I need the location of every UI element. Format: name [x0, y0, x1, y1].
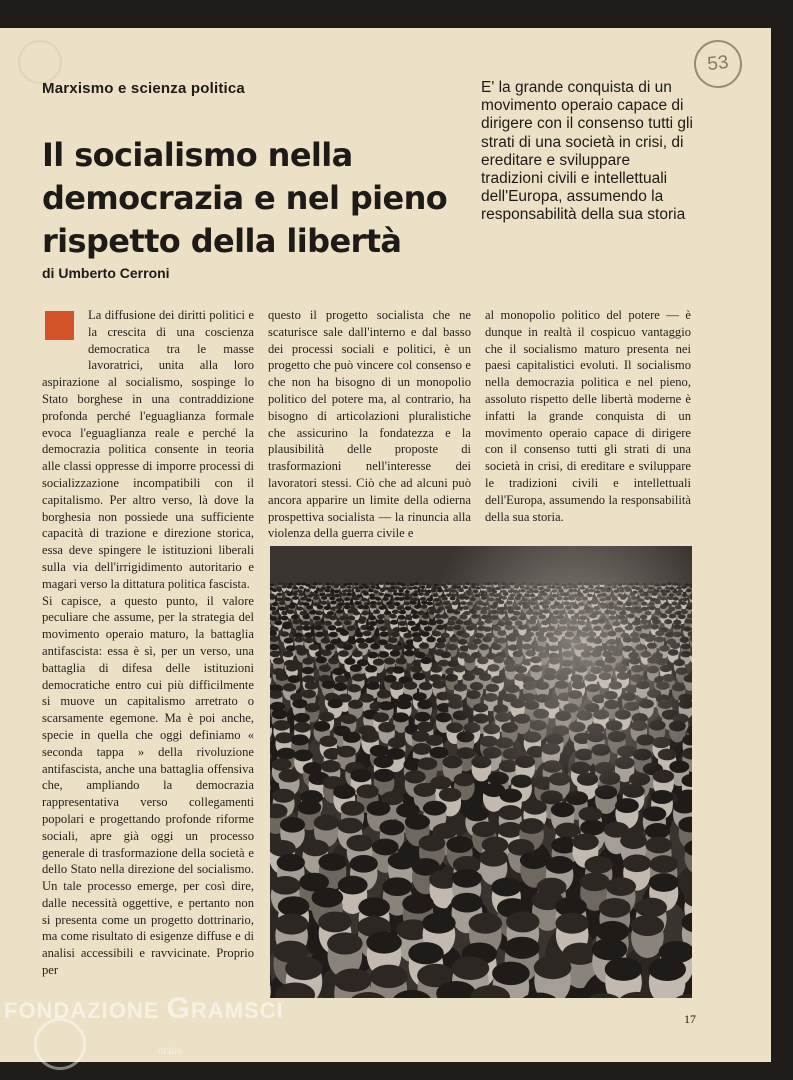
watermark-sub: onlus: [158, 1046, 182, 1057]
pull-quote: E' la grande conquista di un movimento operaio capace di dirigere con il consenso tutti gli strati di una società in crisi, di ereditare e sviluppare tradizioni civili e intellettuali dell'Europa, assumendo la responsabilità della sua storia: [481, 79, 693, 224]
paragraph: La diffusione dei diritti politici e la crescita di una coscienza democratica tra le masse lavoratrici, unita alla loro aspirazione al socialismo, sospinge lo Stato borghese in una contraddizione profonda perché l'eguaglianza formale evoca l'eguaglianza reale e perché la democrazia politica consente in teoria alle classi oppresse di imporre processi di socializzazione incompatibili con il capitalismo. Per altro verso, là dove la borghesia non possiede una sufficiente capacità di trazione e direzione storica, essa deve spingere le istituzioni liberali sulla via dell'irrigidimento autoritario e magari verso la dittatura politica fascista.: [42, 308, 254, 591]
watermark-initial: G: [166, 992, 191, 1025]
page-stamp: 53: [692, 38, 745, 91]
watermark-text: FONDAZIONE: [4, 998, 167, 1023]
page-number: 17: [684, 1012, 696, 1026]
section-rubric: Marxismo e scienza politica: [42, 80, 245, 97]
scan-frame-bottom: [0, 1062, 793, 1080]
paragraph: al monopolio politico del potere — è dunque in realtà il cospicuo vantaggio che il socialismo maturo presenta nei paesi capitalistici evoluti. Il socialismo nella democrazia politica e nel pieno, assoluto rispetto delle libertà moderne è infatti la grande conquista di un movimento operaio capace di dirigere con il consenso tutti gli strati di una società in crisi, di ereditare e sviluppare le tradizioni civili e intellettuali dell'Europa, assumendo la responsabilità della sua storia.: [485, 308, 691, 524]
faint-stamp-mark: [18, 40, 62, 84]
paragraph: questo il progetto socialista che ne scaturisce sale dall'interno e dal basso dei processi sociali e politici, è un progetto che può vincere col consenso e che non ha bisogno di un monopolio politico del potere ma, al contrario, ha bisogno di articolazioni pluralistiche che assicurino la fondatezza e la plausibilità delle proposte di trasformazioni nell'interesse dei lavoratori stessi. Ciò che ad alcuni può ancora apparire un limite della odierna prospettiva socialista — la rinuncia alla violenza della guerra civile e: [268, 308, 471, 541]
paragraph: Si capisce, a questo punto, il valore peculiare che assume, per la strategia del movimento operaio maturo, la battaglia antifascista: essa è sì, per un verso, una battaglia di difesa delle istituzioni democratiche entro cui più difficilmente si muove un capitalismo arretrato o scarsamente egemone. Ma è poi anche, specie in quella che oggi definiamo « seconda tappa » della rivoluzione antifascista, anche una battaglia offensiva che, ampliando la democrazia rappresentativa verso collegamenti popolari e progettando profonde riforme sociali, apre già oggi un processo generale di trasformazione della società e dello Stato nella direzione del socialismo. Un tale processo emerge, per così dire, dalle necessità oggettive, e pertanto non si presenta come un progetto dottrinario, ma come risultato di esigenze diffuse e di analisi accessibili e ravvicinate. Proprio per: [42, 593, 254, 978]
body-column-3: [485, 307, 691, 525]
crowd-photo: [270, 546, 692, 998]
body-column-1: [42, 307, 254, 979]
watermark-logo: [4, 992, 284, 1026]
watermark-text: RAMSCI: [190, 998, 284, 1023]
dropcap-square: [45, 311, 74, 340]
byline: di Umberto Cerroni: [42, 265, 170, 281]
crowd-photo-image: [270, 546, 692, 998]
article-headline: Il socialismo nella democrazia e nel pieno rispetto della libertà: [42, 136, 448, 260]
body-column-2: [268, 307, 471, 542]
